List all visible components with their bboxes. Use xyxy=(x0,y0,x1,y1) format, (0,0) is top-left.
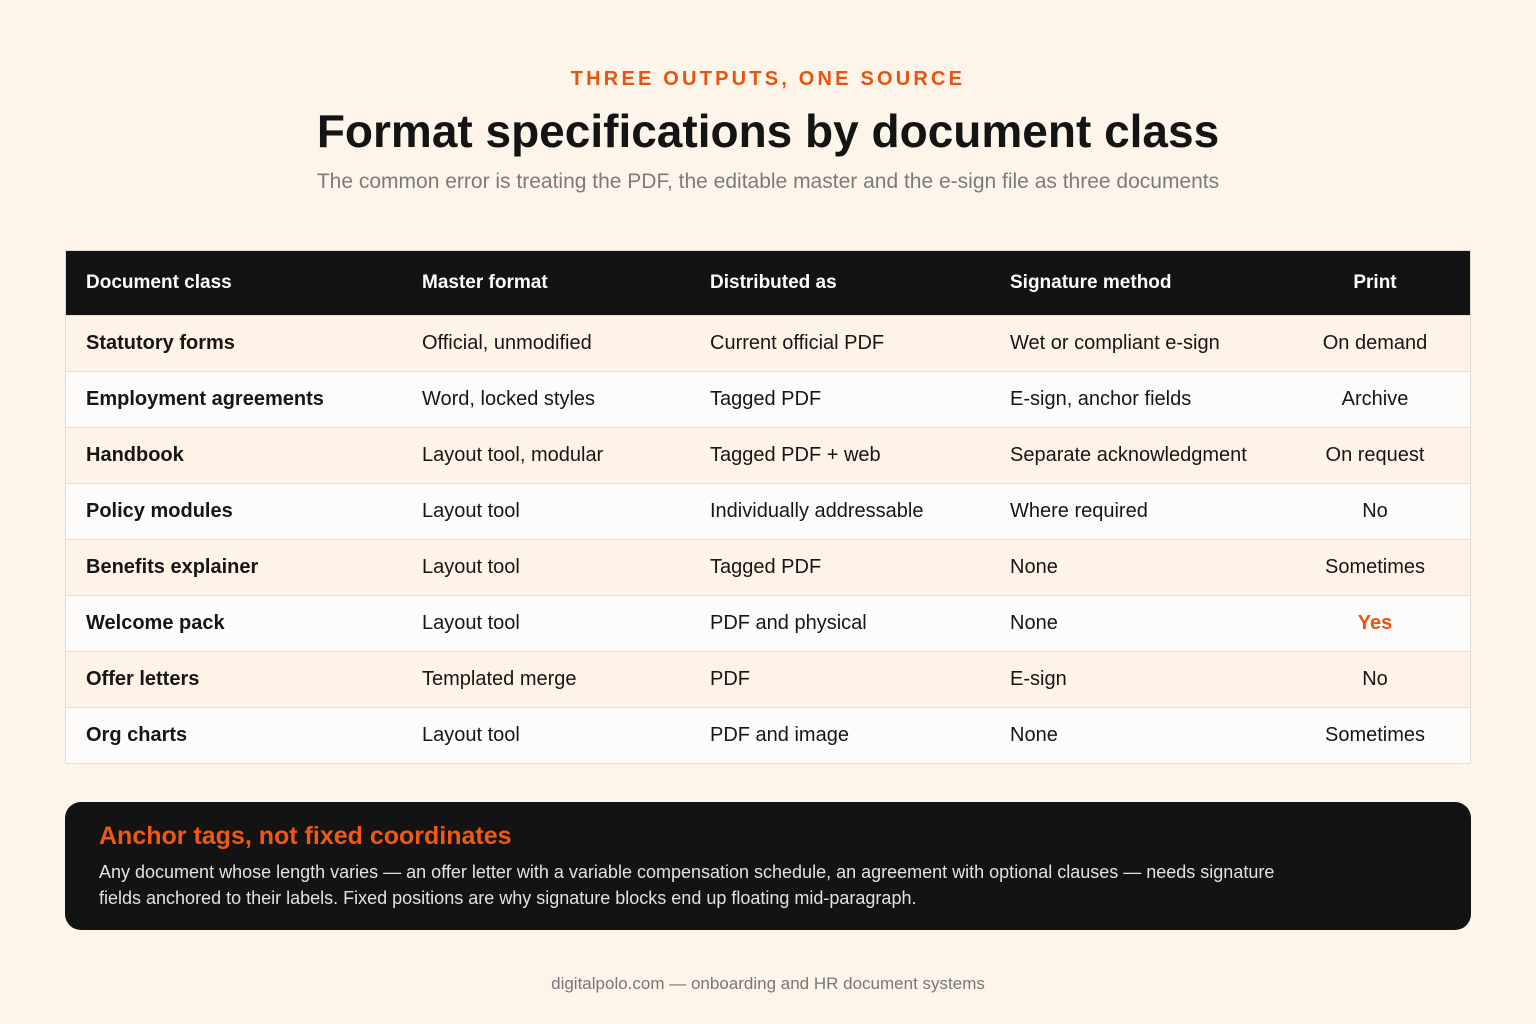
cell-master-format: Layout tool, modular xyxy=(422,443,604,466)
cell-print: Archive xyxy=(1341,387,1409,410)
table-row xyxy=(66,427,1470,483)
cell-distributed-as: Tagged PDF xyxy=(710,387,822,410)
column-header-document-class: Document class xyxy=(86,271,232,293)
format-spec-table xyxy=(65,250,1471,764)
table-header-row xyxy=(66,251,1470,315)
cell-signature-method: Wet or compliant e-sign xyxy=(1010,331,1220,354)
table-row xyxy=(66,707,1470,763)
cell-document-class: Statutory forms xyxy=(86,331,235,354)
cell-document-class: Employment agreements xyxy=(86,387,324,410)
cell-distributed-as: Individually addressable xyxy=(710,499,924,522)
cell-master-format: Layout tool xyxy=(422,555,520,578)
table-row xyxy=(66,539,1470,595)
table-row xyxy=(66,483,1470,539)
cell-print-highlighted: Yes xyxy=(1357,611,1393,634)
cell-signature-method: None xyxy=(1010,611,1058,634)
cell-print: Sometimes xyxy=(1324,723,1426,746)
cell-master-format: Word, locked styles xyxy=(422,387,596,410)
cell-signature-method: E-sign xyxy=(1010,667,1067,690)
footer-credit: digitalpolo.com — onboarding and HR document systems xyxy=(551,974,985,993)
cell-print: No xyxy=(1362,499,1388,522)
cell-distributed-as: Current official PDF xyxy=(710,331,885,354)
cell-master-format: Layout tool xyxy=(422,499,520,522)
callout-box xyxy=(65,802,1471,930)
table-row xyxy=(66,315,1470,371)
cell-signature-method: None xyxy=(1010,555,1058,578)
column-header-master-format: Master format xyxy=(422,271,548,293)
cell-print: No xyxy=(1362,667,1388,690)
cell-master-format: Layout tool xyxy=(422,723,520,746)
column-header-signature-method: Signature method xyxy=(1010,271,1172,293)
cell-master-format: Templated merge xyxy=(422,667,577,690)
callout-title: Anchor tags, not fixed coordinates xyxy=(99,822,512,850)
cell-signature-method: Separate acknowledgment xyxy=(1010,443,1247,466)
cell-distributed-as: PDF xyxy=(710,667,750,690)
table-row xyxy=(66,651,1470,707)
cell-distributed-as: PDF and image xyxy=(710,723,849,746)
cell-print: On request xyxy=(1325,443,1425,466)
cell-document-class: Handbook xyxy=(86,443,184,466)
cell-master-format: Layout tool xyxy=(422,611,520,634)
table-row xyxy=(66,595,1470,651)
eyebrow-label: THREE OUTPUTS, ONE SOURCE xyxy=(570,68,966,90)
cell-document-class: Policy modules xyxy=(86,499,233,522)
cell-master-format: Official, unmodified xyxy=(422,331,592,354)
column-header-distributed-as: Distributed as xyxy=(710,271,837,293)
page-title: Format specifications by document class xyxy=(316,105,1220,157)
cell-document-class: Welcome pack xyxy=(86,611,225,634)
cell-document-class: Org charts xyxy=(86,723,188,746)
cell-signature-method: None xyxy=(1010,723,1058,746)
callout-body: Any document whose length varies — an offer letter with a variable compensation schedule, an agreement with optional clauses — needs signature fields anchored to their labels. Fixed positions are why signature blocks end up floating mid-paragraph. xyxy=(99,862,1275,908)
column-header-print: Print xyxy=(1353,271,1397,293)
cell-document-class: Offer letters xyxy=(86,667,200,690)
cell-print: On demand xyxy=(1322,331,1428,354)
cell-distributed-as: Tagged PDF xyxy=(710,555,822,578)
cell-signature-method: Where required xyxy=(1010,499,1148,522)
table-row xyxy=(66,371,1470,427)
cell-distributed-as: PDF and physical xyxy=(710,611,867,634)
cell-print: Sometimes xyxy=(1324,555,1426,578)
page-subtitle: The common error is treating the PDF, the editable master and the e-sign file as three documents xyxy=(316,170,1220,193)
cell-document-class: Benefits explainer xyxy=(86,555,259,578)
cell-distributed-as: Tagged PDF + web xyxy=(710,443,881,466)
cell-signature-method: E-sign, anchor fields xyxy=(1010,387,1192,410)
